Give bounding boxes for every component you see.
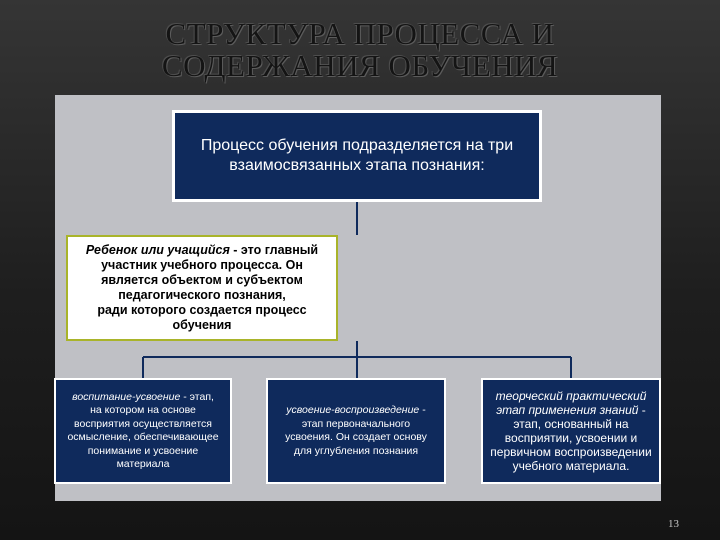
learner-line-4: педагогического познания, xyxy=(118,288,286,302)
stage-3-line-6: учебного материала. xyxy=(512,459,630,473)
learner-line-1 xyxy=(86,243,318,258)
stage-1-line-2: на котором на основе xyxy=(90,404,196,416)
learner-line-2: участник учебного процесса. Он xyxy=(101,258,303,272)
stage-3-line-1 xyxy=(490,389,651,403)
stage-3-line-5: первичном воспроизведении xyxy=(490,445,652,459)
slide-title-line-2: СОДЕРЖАНИЯ ОБУЧЕНИЯ xyxy=(161,48,559,83)
stage-1-rest: - этап, xyxy=(180,390,214,403)
stage-1-line-4: осмысление, обеспечивающее xyxy=(67,431,219,443)
stage-1-line-1 xyxy=(67,391,218,405)
learner-line-3: является объектом и субъектом xyxy=(101,273,303,287)
learner-line-6: обучения xyxy=(172,318,232,332)
stage-3-line-4: восприятии, усвоении и xyxy=(504,431,638,445)
stage-3-rest: - xyxy=(638,403,646,417)
learner-lead-italic: Ребенок или учащийся xyxy=(85,243,230,257)
stage-3-italic-2: этап применения знаний xyxy=(496,403,639,417)
stage-2-rest: - xyxy=(419,404,426,416)
process-summary-line-1: Процесс обучения подразделяется на три xyxy=(200,137,514,154)
stage-box-1 xyxy=(54,378,232,484)
stage-2-line-3: усвоения. Он создает основу xyxy=(285,431,427,443)
learner-lead-rest: - это главный xyxy=(229,243,319,257)
stage-box-2 xyxy=(266,378,446,484)
stage-1-italic: воспитание-усвоение xyxy=(72,390,181,403)
stage-1-line-6: материала xyxy=(116,458,170,470)
slide-title-line-1: СТРУКТУРА ПРОЦЕССА И xyxy=(165,16,555,51)
process-summary-line-2: взаимосвязанных этапа познания: xyxy=(229,157,485,174)
stage-2-line-2: этап первоначального xyxy=(301,417,411,430)
stage-2-italic: усвоение-воспроизведение xyxy=(286,404,420,416)
stage-3-italic-1: теорческий практический xyxy=(495,389,647,403)
learner-box xyxy=(66,235,338,341)
page-number: 13 xyxy=(668,518,679,530)
stage-1-line-5: понимание и усвоение xyxy=(87,444,199,457)
learner-line-5: ради которого создается процесс xyxy=(97,303,307,317)
stage-1-line-3: восприятия осуществляется xyxy=(74,417,212,430)
stage-box-3 xyxy=(481,378,661,484)
stage-2-line-1 xyxy=(285,404,427,418)
process-summary-box xyxy=(172,110,542,202)
stage-3-line-3: этап, основанный на xyxy=(513,417,629,431)
stage-2-line-4: для углубления познания xyxy=(293,444,419,457)
stage-3-line-2 xyxy=(490,403,651,417)
